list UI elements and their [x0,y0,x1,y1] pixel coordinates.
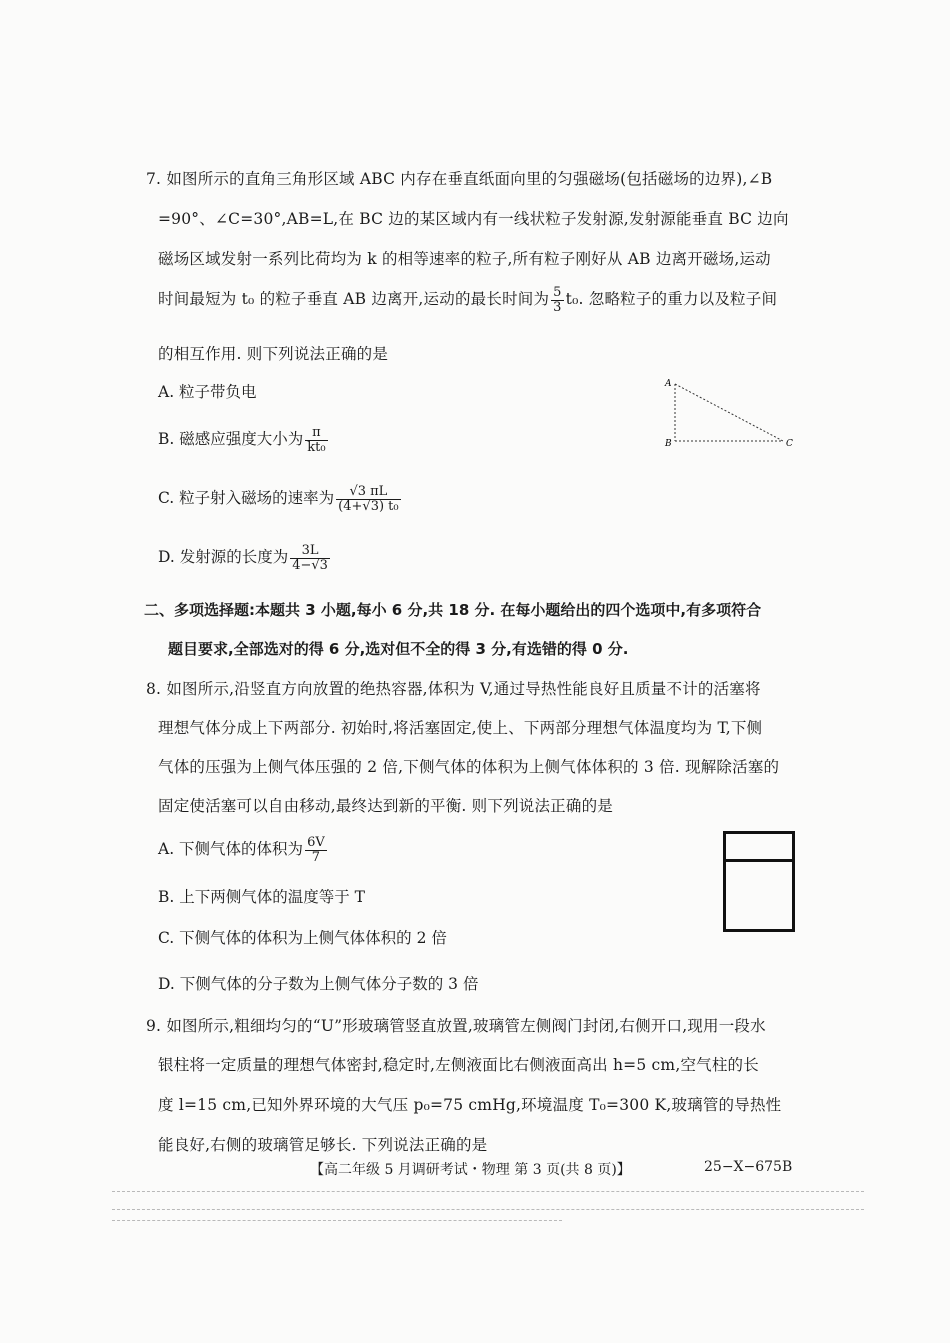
q8-a-fraction: $\frac{6V}{7}$ [307,835,325,865]
vertex-a-label: A [665,379,672,389]
vertex-c-label: C [786,439,793,449]
q8-option-d: D. 下侧气体的分子数为上侧气体分子数的 3 倍 [158,975,479,993]
q7-line-4-text: 时间最短为 t₀ 的粒子垂直 AB 边离开,运动的最长时间为 [158,290,550,309]
q7-option-c: C. 粒子射入磁场的速率为 $\frac{√3 \pi L}{\text{(4+√3) t₀}}$ [158,484,399,514]
footer-exam-code: 25−X−675B [704,1159,793,1175]
cut-line-2 [112,1209,864,1210]
q7-option-d: D. 发射源的长度为 $\frac{3L}{4-√3}$ [158,543,328,573]
triangle-abc-figure [660,372,800,454]
side-ac [675,384,783,441]
q8-option-b: B. 上下两侧气体的温度等于 T [158,888,366,906]
q7-option-b: B. 磁感应强度大小为 $\frac{\pi}{\text{kt₀}}$ [158,425,326,455]
q7-d-fraction: $\frac{3L}{4-√3}$ [292,543,328,573]
q9-line-4: 能良好,右侧的玻璃管足够长. 下列说法正确的是 [158,1136,488,1154]
q7-option-a: A. 粒子带负电 [158,383,257,401]
q8-line-4: 固定使活塞可以自由移动,最终达到新的平衡. 则下列说法正确的是 [158,797,613,815]
q8-line-2: 理想气体分成上下两部分. 初始时,将活塞固定,使上、下两部分理想气体温度均为 T,下侧 [158,719,763,737]
q7-five-thirds-fraction: $\frac{5}{3}$ [553,285,562,315]
cut-line-3 [112,1220,562,1221]
q9-line-1: 9. 如图所示,粗细均匀的“U”形玻璃管竖直放置,玻璃管左侧阀门封闭,右侧开口,现用一段水 [146,1017,766,1035]
q7-c-fraction: $\frac{√3 \pi L}{\text{(4+√3) t₀}}$ [338,484,399,514]
q7-line-3: 磁场区域发射一系列比荷均为 k 的相等速率的粒子,所有粒子刚好从 AB 边离开磁场,运动 [158,250,771,268]
section-2-heading-line-1: 二、多项选择题:本题共 3 小题,每小 6 分,共 18 分. 在每小题给出的四个选项中,有多项符合 [144,601,762,619]
q7-line-2: =90°、∠C=30°,AB=L,在 BC 边的某区域内有一线状粒子发射源,发射源能垂直 BC 边向 [158,210,789,228]
q7-line-4 [158,286,777,314]
q7-b-fraction: $\frac{\pi}{\text{kt₀}}$ [307,425,326,455]
q8-line-3: 气体的压强为上侧气体压强的 2 倍,下侧气体的体积为上侧气体体积的 3 倍. 现解除活塞的 [158,758,780,776]
q8-option-c: C. 下侧气体的体积为上侧气体体积的 2 倍 [158,929,447,947]
q8-line-1: 8. 如图所示,沿竖直方向放置的绝热容器,体积为 V,通过导热性能良好且质量不计的活塞将 [146,680,761,698]
piston [726,859,792,862]
q9-line-3: 度 l=15 cm,已知外界环境的大气压 p₀=75 cmHg,环境温度 T₀=300 K,玻璃管的导热性 [158,1096,782,1114]
section-2-heading-line-2: 题目要求,全部选对的得 6 分,选对但不全的得 3 分,有选错的得 0 分. [168,640,629,658]
cut-line-1 [112,1191,864,1192]
vertex-b-label: B [665,439,672,449]
q7-line-4-tail: t₀. 忽略粒子的重力以及粒子间 [565,290,778,309]
q7-line-5: 的相互作用. 则下列说法正确的是 [158,345,389,363]
q8-option-a: A. 下侧气体的体积为 $\frac{6V}{7}$ [158,835,325,865]
insulated-container-figure [723,831,795,932]
q9-line-2: 银柱将一定质量的理想气体密封,稳定时,左侧液面比右侧液面高出 h=5 cm,空气柱的长 [158,1056,759,1074]
footer-page-info: 【高二年级 5 月调研考试・物理 第 3 页(共 8 页)】 [310,1162,631,1178]
q7-line-1: 7. 如图所示的直角三角形区域 ABC 内存在垂直纸面向里的匀强磁场(包括磁场的边界),∠B [146,170,773,188]
